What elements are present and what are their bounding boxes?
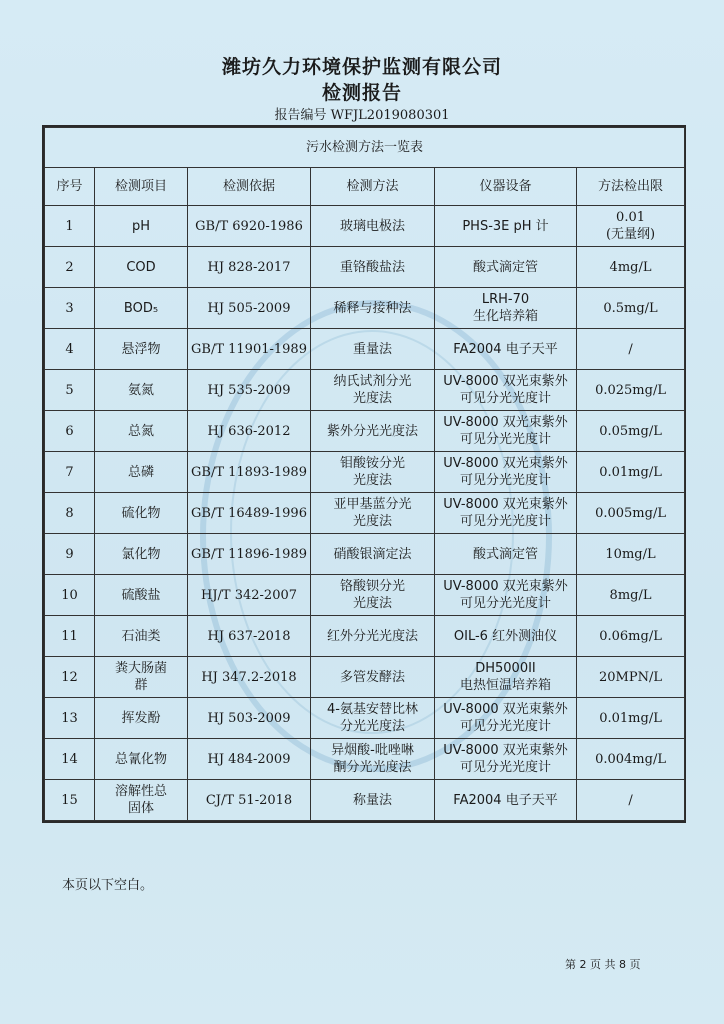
row-number-cell: 8 [45, 493, 95, 534]
instrument-cell: PHS-3E pH 计 [435, 206, 577, 247]
standard-cell: CJ/T 51-2018 [188, 780, 311, 821]
standard-cell: HJ 484-2009 [188, 739, 311, 780]
detection-limit-cell: 4mg/L [577, 247, 685, 288]
test-item-cell: 石油类 [95, 616, 188, 657]
table-row [45, 493, 685, 534]
standard-cell: GB/T 11893-1989 [188, 452, 311, 493]
company-name: 潍坊久力环境保护监测有限公司 [221, 56, 502, 78]
row-number-cell: 6 [45, 411, 95, 452]
test-item-cell: 溶解性总 固体 [95, 780, 188, 821]
detection-limit-cell: 0.06mg/L [577, 616, 685, 657]
report-number: 报告编号 WFJL2019080301 [274, 108, 450, 123]
method-cell: 异烟酸-吡唑啉 酮分光光度法 [311, 739, 435, 780]
instrument-cell: DH5000II 电热恒温培养箱 [435, 657, 577, 698]
method-cell: 多管发酵法 [311, 657, 435, 698]
method-cell: 铬酸钡分光 光度法 [311, 575, 435, 616]
instrument-cell: UV-8000 双光束紫外 可见分光光度计 [435, 739, 577, 780]
method-cell: 称量法 [311, 780, 435, 821]
table-row [45, 575, 685, 616]
row-number-cell: 13 [45, 698, 95, 739]
standard-cell: HJ 637-2018 [188, 616, 311, 657]
test-item-cell: 粪大肠菌 群 [95, 657, 188, 698]
test-item-cell: BOD₅ [95, 288, 188, 329]
detection-limit-cell: / [577, 780, 685, 821]
method-cell: 重量法 [311, 329, 435, 370]
row-number-cell: 9 [45, 534, 95, 575]
standard-cell: HJ 505-2009 [188, 288, 311, 329]
detection-limit-cell: 8mg/L [577, 575, 685, 616]
table-row [45, 452, 685, 493]
detection-limit-cell: 0.01 (无量纲) [577, 206, 685, 247]
row-number-cell: 12 [45, 657, 95, 698]
table-row [45, 288, 685, 329]
row-number-cell: 7 [45, 452, 95, 493]
page-number: 第 2 页 共 8 页 [565, 958, 641, 971]
instrument-cell: OIL-6 红外测油仪 [435, 616, 577, 657]
table-row [45, 739, 685, 780]
row-number-cell: 14 [45, 739, 95, 780]
instrument-cell: FA2004 电子天平 [435, 329, 577, 370]
detection-limit-cell: 10mg/L [577, 534, 685, 575]
detection-limit-cell: 0.025mg/L [577, 370, 685, 411]
method-cell: 红外分光光度法 [311, 616, 435, 657]
methods-table [44, 127, 685, 821]
standard-cell: HJ/T 342-2007 [188, 575, 311, 616]
standard-cell: GB/T 6920-1986 [188, 206, 311, 247]
instrument-cell: UV-8000 双光束紫外 可见分光光度计 [435, 370, 577, 411]
row-number-cell: 10 [45, 575, 95, 616]
standard-cell: HJ 347.2-2018 [188, 657, 311, 698]
detection-limit-cell: 0.01mg/L [577, 698, 685, 739]
row-number-cell: 11 [45, 616, 95, 657]
standard-cell: HJ 503-2009 [188, 698, 311, 739]
column-header: 仪器设备 [435, 168, 577, 206]
column-header: 检测方法 [311, 168, 435, 206]
column-header: 检测项目 [95, 168, 188, 206]
method-cell: 重铬酸盐法 [311, 247, 435, 288]
instrument-cell: UV-8000 双光束紫外 可见分光光度计 [435, 698, 577, 739]
row-number-cell: 1 [45, 206, 95, 247]
table-row [45, 534, 685, 575]
instrument-cell: UV-8000 双光束紫外 可见分光光度计 [435, 493, 577, 534]
row-number-cell: 15 [45, 780, 95, 821]
row-number-cell: 4 [45, 329, 95, 370]
instrument-cell: 酸式滴定管 [435, 247, 577, 288]
test-item-cell: 挥发酚 [95, 698, 188, 739]
table-row [45, 657, 685, 698]
detection-limit-cell: 0.005mg/L [577, 493, 685, 534]
report-title: 检测报告 [321, 82, 402, 104]
standard-cell: GB/T 16489-1996 [188, 493, 311, 534]
standard-cell: GB/T 11896-1989 [188, 534, 311, 575]
test-item-cell: 氯化物 [95, 534, 188, 575]
instrument-cell: UV-8000 双光束紫外 可见分光光度计 [435, 452, 577, 493]
table-caption: 污水检测方法一览表 [45, 128, 685, 168]
method-cell: 纳氏试剂分光 光度法 [311, 370, 435, 411]
detection-limit-cell: 0.05mg/L [577, 411, 685, 452]
method-cell: 稀释与接种法 [311, 288, 435, 329]
blank-below-note: 本页以下空白。 [62, 878, 154, 893]
instrument-cell: UV-8000 双光束紫外 可见分光光度计 [435, 411, 577, 452]
method-cell: 亚甲基蓝分光 光度法 [311, 493, 435, 534]
test-item-cell: 硫酸盐 [95, 575, 188, 616]
instrument-cell: 酸式滴定管 [435, 534, 577, 575]
column-header: 序号 [45, 168, 95, 206]
column-header: 方法检出限 [577, 168, 685, 206]
method-cell: 玻璃电极法 [311, 206, 435, 247]
standard-cell: HJ 828-2017 [188, 247, 311, 288]
test-item-cell: 氨氮 [95, 370, 188, 411]
detection-limit-cell: 0.5mg/L [577, 288, 685, 329]
table-row [45, 206, 685, 247]
instrument-cell: UV-8000 双光束紫外 可见分光光度计 [435, 575, 577, 616]
standard-cell: HJ 535-2009 [188, 370, 311, 411]
table-row [45, 247, 685, 288]
test-item-cell: 总氮 [95, 411, 188, 452]
detection-limit-cell: / [577, 329, 685, 370]
test-item-cell: 总氰化物 [95, 739, 188, 780]
test-item-cell: 硫化物 [95, 493, 188, 534]
column-header: 检测依据 [188, 168, 311, 206]
method-cell: 4-氨基安替比林 分光光度法 [311, 698, 435, 739]
row-number-cell: 2 [45, 247, 95, 288]
test-item-cell: 悬浮物 [95, 329, 188, 370]
detection-limit-cell: 20MPN/L [577, 657, 685, 698]
standard-cell: HJ 636-2012 [188, 411, 311, 452]
method-cell: 硝酸银滴定法 [311, 534, 435, 575]
test-item-cell: pH [95, 206, 188, 247]
method-cell: 紫外分光光度法 [311, 411, 435, 452]
method-cell: 钼酸铵分光 光度法 [311, 452, 435, 493]
test-item-cell: COD [95, 247, 188, 288]
row-number-cell: 3 [45, 288, 95, 329]
row-number-cell: 5 [45, 370, 95, 411]
methods-table-frame [42, 125, 686, 823]
detection-limit-cell: 0.01mg/L [577, 452, 685, 493]
instrument-cell: FA2004 电子天平 [435, 780, 577, 821]
instrument-cell: LRH-70 生化培养箱 [435, 288, 577, 329]
detection-limit-cell: 0.004mg/L [577, 739, 685, 780]
table-row [45, 411, 685, 452]
table-row [45, 616, 685, 657]
test-item-cell: 总磷 [95, 452, 188, 493]
table-row [45, 329, 685, 370]
standard-cell: GB/T 11901-1989 [188, 329, 311, 370]
table-row [45, 370, 685, 411]
table-row [45, 780, 685, 821]
table-row [45, 698, 685, 739]
